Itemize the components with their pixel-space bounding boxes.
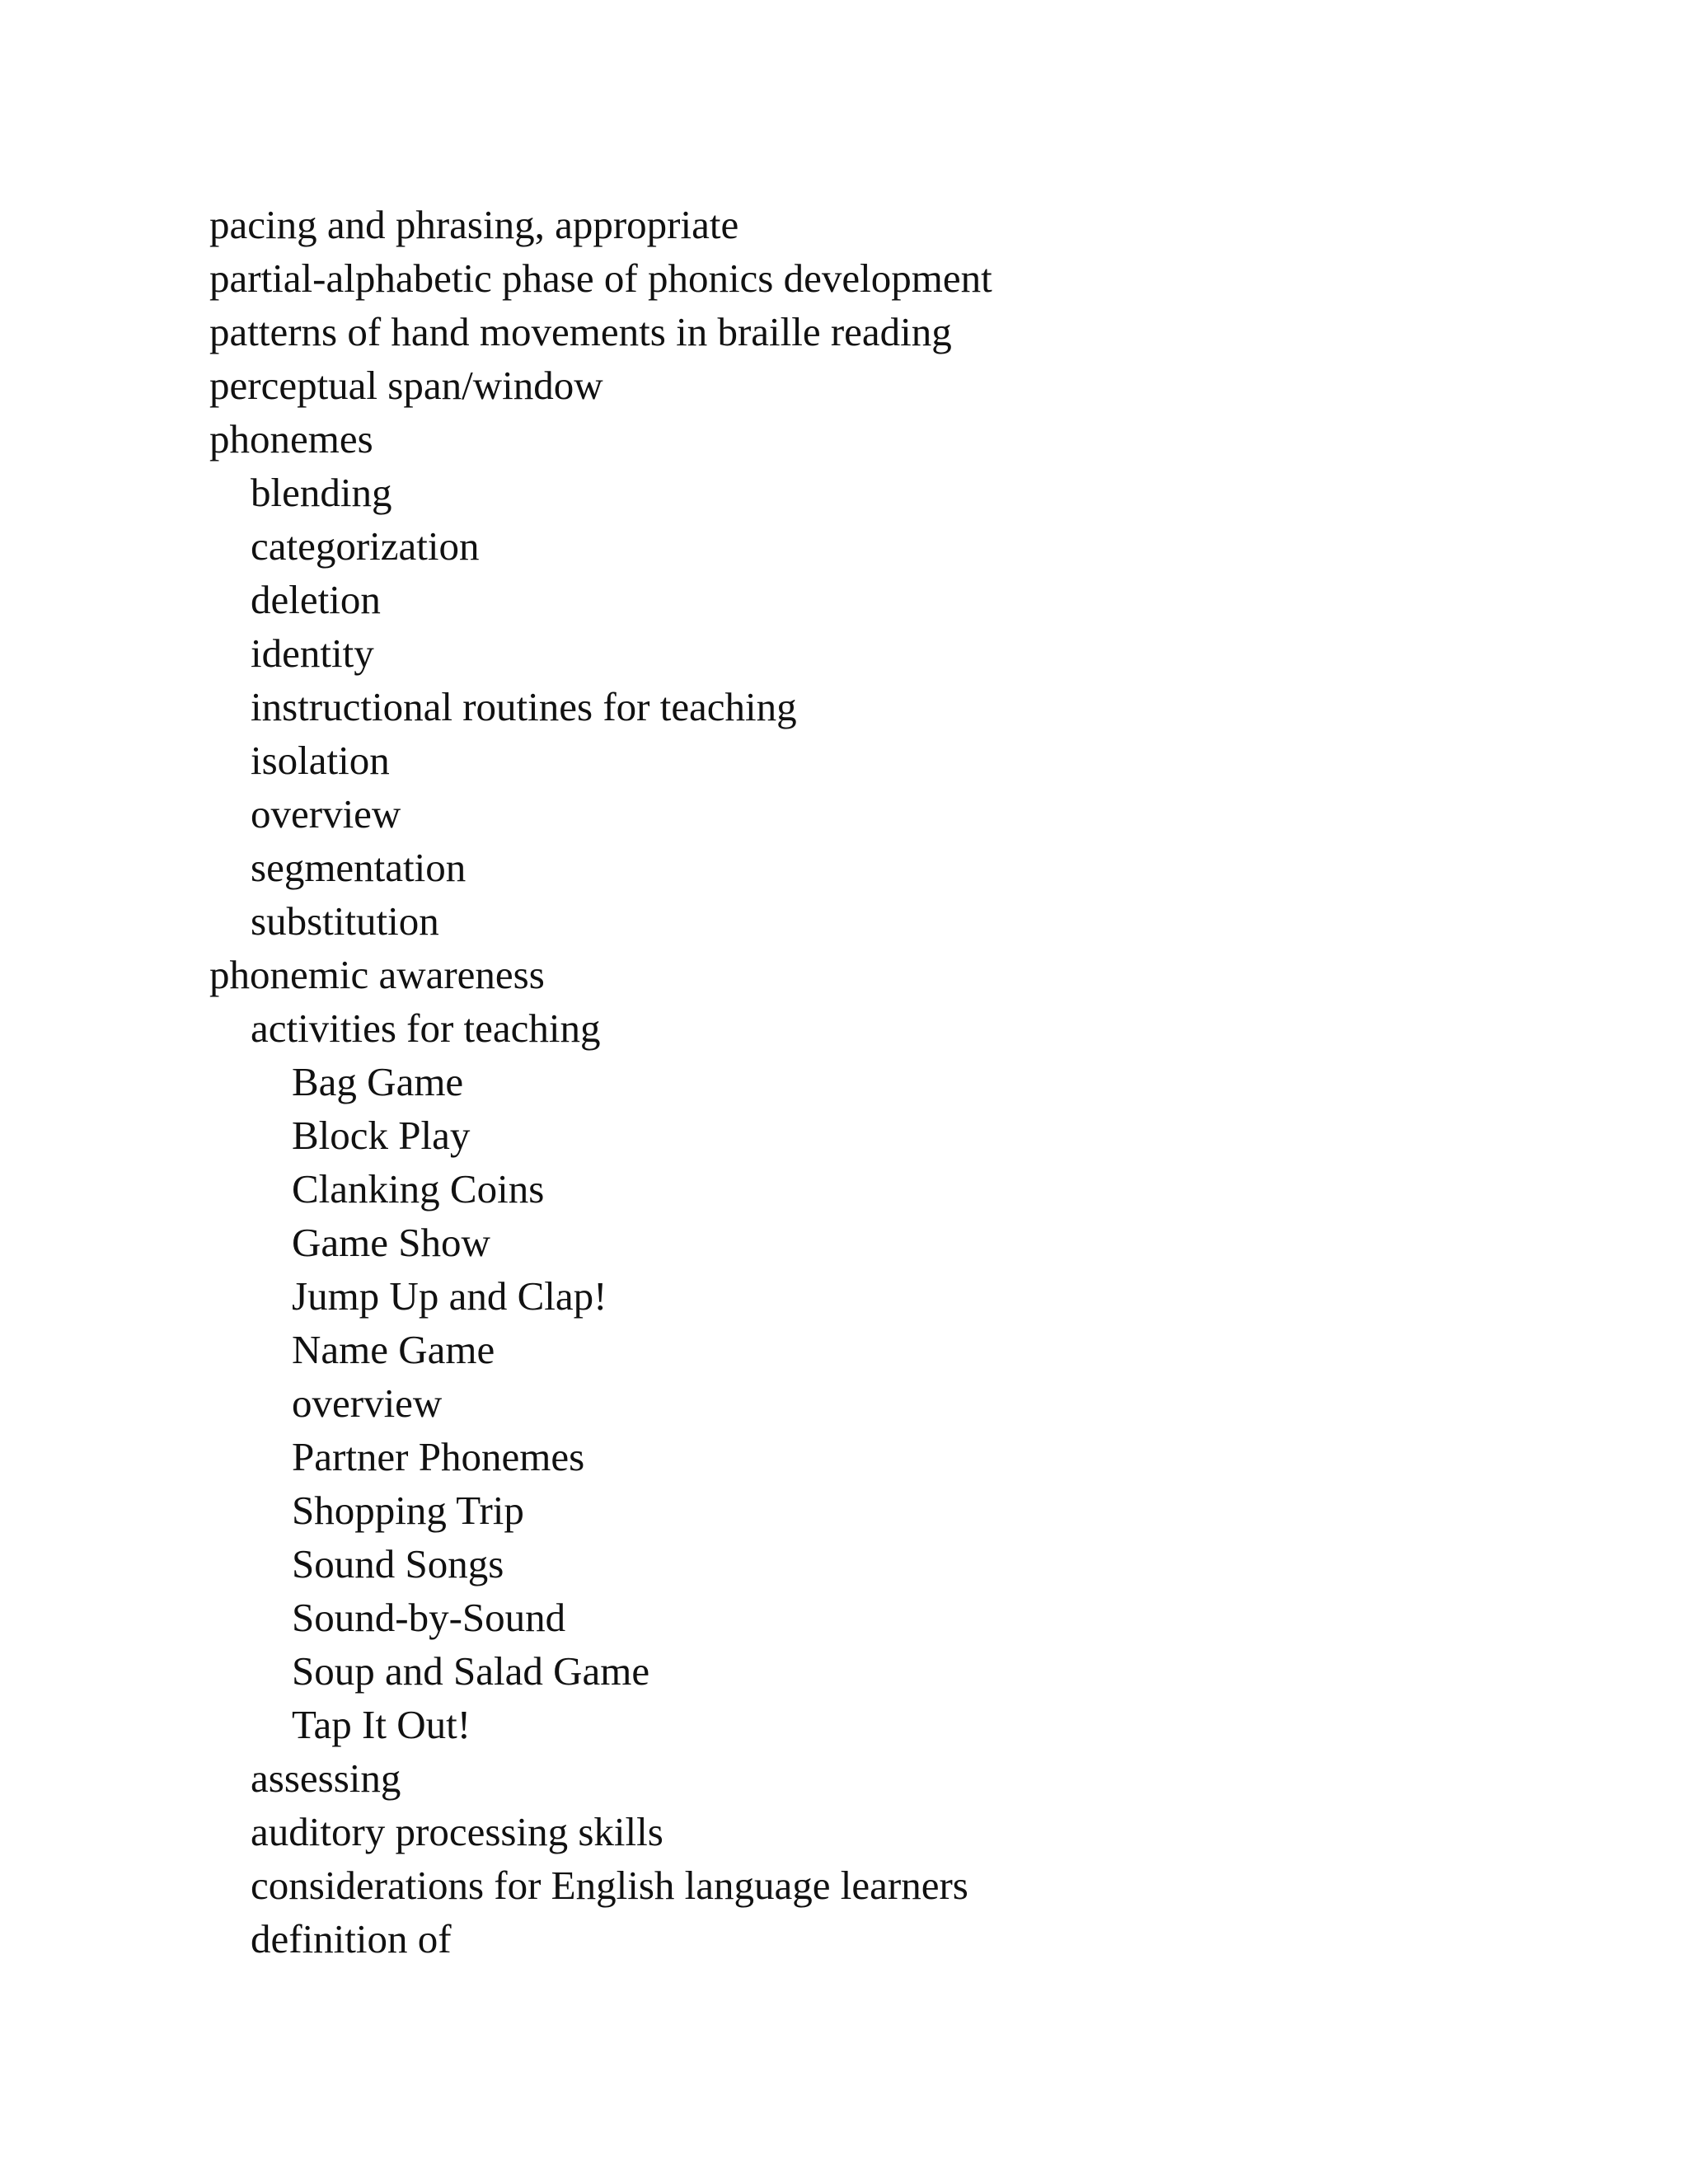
index-subentry: blending (251, 470, 392, 515)
index-subsubentry: overview (292, 1380, 443, 1426)
index-subentry: assessing (251, 1755, 401, 1801)
index-subentry: considerations for English language learners (251, 1863, 968, 1908)
index-entry: patterns of hand movements in braille reading (209, 309, 952, 354)
index-subentry: overview (251, 791, 401, 837)
index-subentry: deletion (251, 577, 381, 622)
index-list (209, 198, 992, 1966)
index-entry: partial-alphabetic phase of phonics development (209, 255, 992, 301)
index-subsubentry: Shopping Trip (292, 1488, 524, 1533)
index-subentry: substitution (251, 898, 439, 944)
index-subentry: identity (251, 630, 374, 676)
index-subentry: definition of (251, 1916, 452, 1961)
index-subsubentry: Clanking Coins (292, 1166, 545, 1212)
index-subsubentry: Game Show (292, 1220, 490, 1265)
index-subsubentry: Tap It Out! (292, 1702, 471, 1747)
index-subsubentry: Partner Phonemes (292, 1434, 585, 1479)
index-subsubentry: Name Game (292, 1327, 495, 1372)
index-subsubentry: Jump Up and Clap! (292, 1273, 607, 1319)
index-subentry: segmentation (251, 845, 467, 890)
index-subsubentry: Block Play (292, 1113, 471, 1158)
index-subsubentry: Bag Game (292, 1059, 464, 1104)
index-entry: phonemic awareness (209, 952, 545, 997)
index-entry: phonemes (209, 416, 373, 462)
index-subsubentry: Sound-by-Sound (292, 1595, 566, 1640)
index-subentry: activities for teaching (251, 1005, 601, 1051)
index-subentry: categorization (251, 523, 480, 569)
index-subsubentry: Sound Songs (292, 1541, 504, 1586)
index-subentry: instructional routines for teaching (251, 684, 797, 729)
index-subsubentry: Soup and Salad Game (292, 1648, 650, 1694)
index-subentry: isolation (251, 738, 390, 783)
index-entry: pacing and phrasing, appropriate (209, 202, 739, 247)
index-subentry: auditory processing skills (251, 1809, 663, 1854)
index-entry: perceptual span/window (209, 363, 603, 408)
